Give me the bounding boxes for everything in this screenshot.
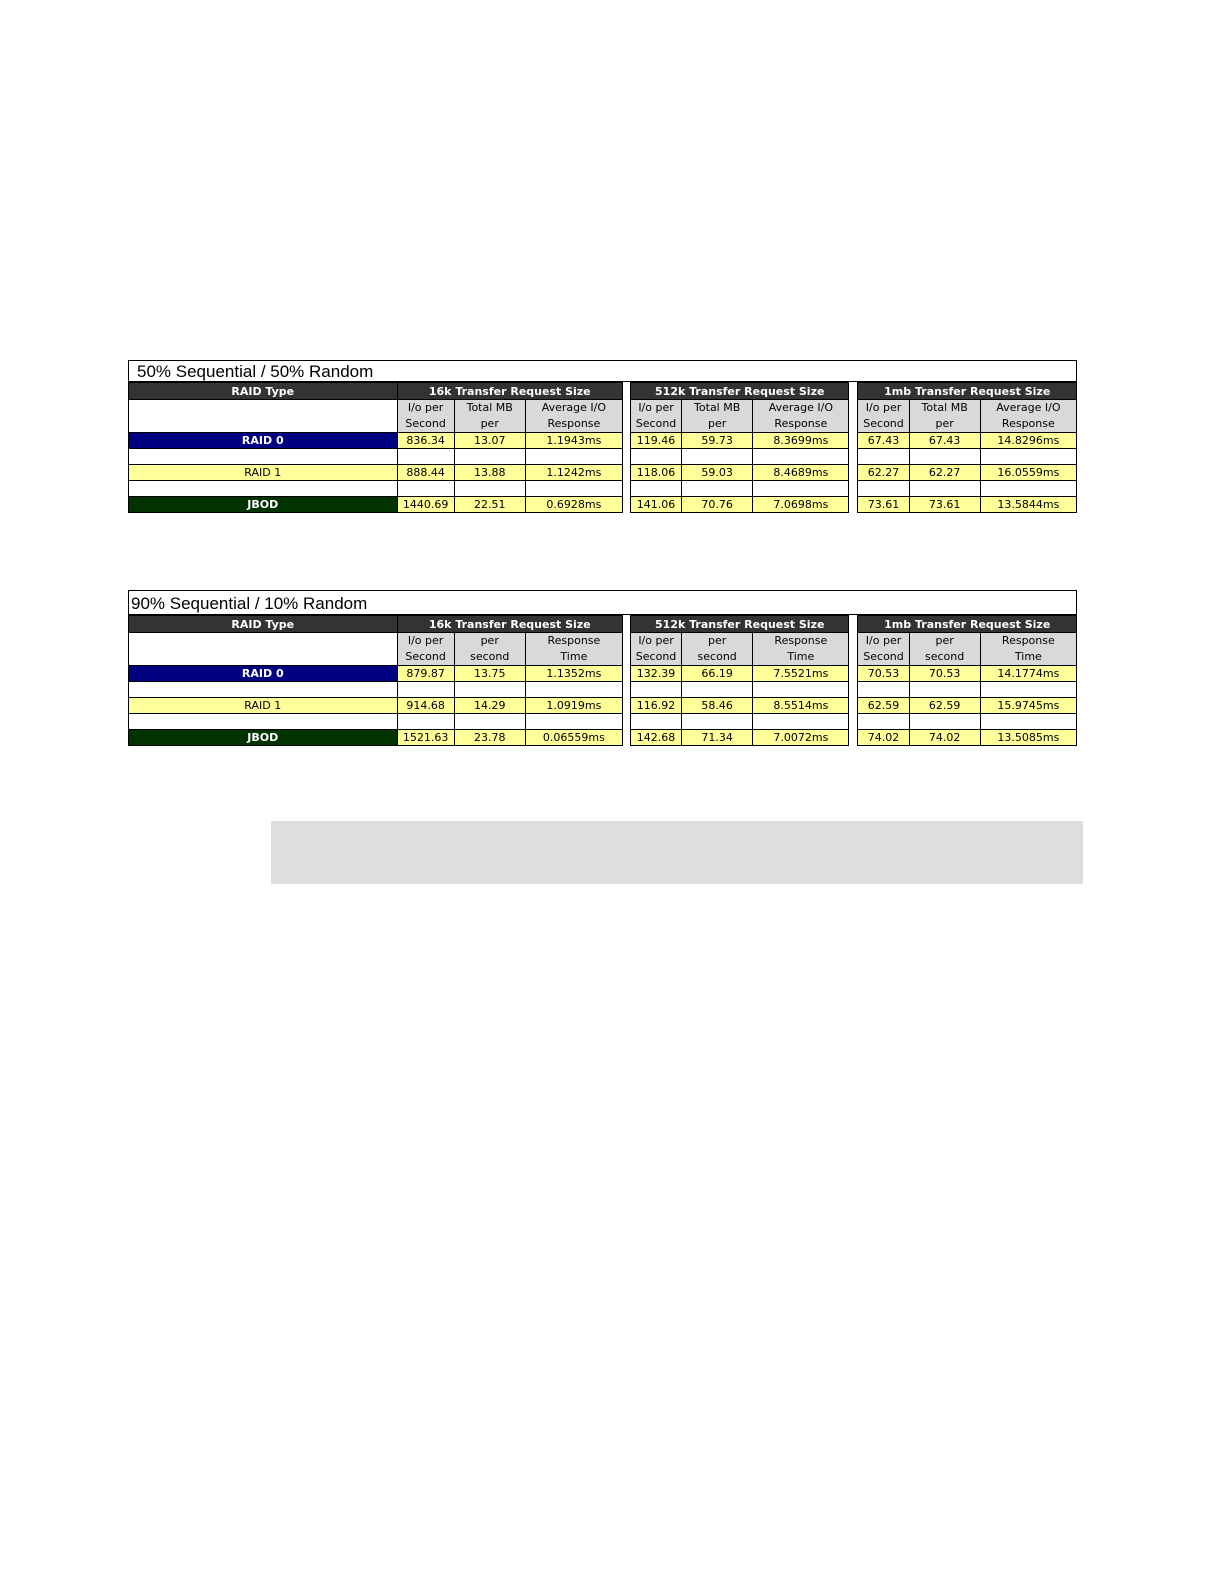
value-cell: 879.87 [397,666,454,682]
group-gap [622,633,630,666]
spacer-cell [753,682,849,698]
spacer-cell [129,449,398,465]
value-cell: 67.43 [909,433,980,449]
column-header-line: per [480,634,499,647]
value-cell: 8.3699ms [753,433,849,449]
column-header [980,400,1076,433]
column-header-line: Second [405,650,446,663]
column-header-line: per [480,417,499,430]
column-header [631,633,682,666]
transfer-size-group-header: 16k Transfer Request Size [397,383,622,400]
spacer-cell [525,682,622,698]
table-title: 90% Sequential / 10% Random [128,590,1077,615]
spacer-cell [682,714,753,730]
spacer-cell [397,449,454,465]
column-header [525,633,622,666]
group-gap [849,400,858,433]
spacer-cell [397,481,454,497]
value-cell: 58.46 [682,698,753,714]
group-gap [849,633,858,666]
value-cell: 13.5844ms [980,497,1076,513]
spacer-cell [909,714,980,730]
column-header [682,633,753,666]
group-gap [622,433,630,449]
transfer-size-group-header: 1mb Transfer Request Size [858,616,1077,633]
column-header [980,633,1076,666]
value-cell: 7.0072ms [753,730,849,746]
column-header-line: per [708,634,727,647]
table-title: 50% Sequential / 50% Random [128,360,1077,382]
spacer-cell [858,481,909,497]
spacer-cell [454,449,525,465]
table-row [129,666,1077,682]
column-header-line: per [935,417,954,430]
spacer-cell [129,682,398,698]
transfer-size-group-header: 512k Transfer Request Size [631,383,849,400]
table-row [129,730,1077,746]
column-header [909,400,980,433]
value-cell: 73.61 [909,497,980,513]
spacer-cell [397,682,454,698]
value-cell: 1.0919ms [525,698,622,714]
group-gap [622,682,630,698]
column-header-line: Total MB [694,401,741,414]
value-cell: 13.75 [454,666,525,682]
value-cell: 73.61 [858,497,909,513]
spacer-cell [631,481,682,497]
spacer-cell [753,481,849,497]
value-cell: 22.51 [454,497,525,513]
group-gap [849,698,858,714]
group-gap [849,481,858,497]
raid-type-header: RAID Type [129,383,398,400]
column-header-line: second [925,650,965,663]
value-cell: 66.19 [682,666,753,682]
performance-table [128,615,1077,746]
table-row [129,497,1077,513]
value-cell: 1521.63 [397,730,454,746]
column-header-line: second [697,650,737,663]
group-gap [849,616,858,633]
spacer-cell [909,449,980,465]
column-header-line: Response [547,417,601,430]
column-header-line: Average I/O [996,401,1061,414]
table-row [129,465,1077,481]
spacer-cell [980,481,1076,497]
value-cell: 116.92 [631,698,682,714]
group-gap [849,682,858,698]
group-gap [622,698,630,714]
value-cell: 74.02 [909,730,980,746]
raid-type-label: RAID 0 [129,666,398,682]
column-header-line: Average I/O [541,401,607,414]
group-gap [622,383,630,400]
value-cell: 59.03 [682,465,753,481]
value-cell: 13.88 [454,465,525,481]
column-header-line: Total MB [466,401,513,414]
spacer-cell [454,714,525,730]
raid-type-label: JBOD [129,730,398,746]
value-cell: 0.06559ms [525,730,622,746]
spacer-cell [397,714,454,730]
spacer-cell [682,449,753,465]
column-header [858,633,909,666]
value-cell: 62.59 [909,698,980,714]
value-cell: 132.39 [631,666,682,682]
column-header [753,633,849,666]
value-cell: 13.5085ms [980,730,1076,746]
spacer-cell [753,449,849,465]
spacer-cell [858,449,909,465]
column-header-line: I/o per [865,634,902,647]
value-cell: 74.02 [858,730,909,746]
spacer-cell [631,682,682,698]
column-header-line: Response [1001,417,1055,430]
group-gap [622,616,630,633]
column-header [525,400,622,433]
spacer-cell [525,481,622,497]
spacer-cell [980,714,1076,730]
group-gap [622,730,630,746]
group-gap [849,449,858,465]
column-header [858,400,909,433]
spacer-cell [682,481,753,497]
column-header-line: Average I/O [768,401,833,414]
value-cell: 70.53 [909,666,980,682]
column-header-line: I/o per [865,401,902,414]
value-cell: 1.1943ms [525,433,622,449]
value-cell: 23.78 [454,730,525,746]
column-header-line: Second [635,417,677,430]
value-cell: 8.5514ms [753,698,849,714]
group-gap [849,730,858,746]
spacer-cell [525,714,622,730]
column-header [454,633,525,666]
value-cell: 142.68 [631,730,682,746]
column-header-line: I/o per [407,634,444,647]
column-header-line: second [470,650,510,663]
value-cell: 914.68 [397,698,454,714]
spacer-cell [858,714,909,730]
column-header-line: Second [635,650,677,663]
column-header-line: per [935,634,954,647]
table-row [129,698,1077,714]
group-gap [622,400,630,433]
value-cell: 0.6928ms [525,497,622,513]
column-header-line: Response [1001,634,1055,647]
group-gap [849,433,858,449]
performance-table [128,382,1077,513]
raid-type-blank-cell [129,400,398,433]
column-header [397,633,454,666]
spacer-cell [980,682,1076,698]
raid-type-label: JBOD [129,497,398,513]
value-cell: 14.29 [454,698,525,714]
column-header-line: Time [1014,650,1042,663]
column-header [397,400,454,433]
spacer-cell [454,481,525,497]
spacer-cell [980,449,1076,465]
spacer-cell [858,682,909,698]
group-gap [849,383,858,400]
value-cell: 7.5521ms [753,666,849,682]
column-header-line: Response [774,417,828,430]
value-cell: 7.0698ms [753,497,849,513]
value-cell: 70.76 [682,497,753,513]
value-cell: 1440.69 [397,497,454,513]
raid-type-label: RAID 1 [129,465,398,481]
column-header [682,400,753,433]
group-gap [849,465,858,481]
column-header-line: Response [547,634,601,647]
group-gap [622,481,630,497]
group-gap [849,666,858,682]
spacer-cell [454,682,525,698]
transfer-size-group-header: 512k Transfer Request Size [631,616,849,633]
sequential-50-random-50-sheet [128,360,1077,518]
column-header-line: I/o per [638,634,674,647]
group-gap [622,449,630,465]
value-cell: 62.59 [858,698,909,714]
transfer-size-group-header: 1mb Transfer Request Size [858,383,1077,400]
column-header [753,400,849,433]
raid-type-header: RAID Type [129,616,398,633]
spacer-cell [909,481,980,497]
value-cell: 70.53 [858,666,909,682]
column-header-line: per [708,417,727,430]
column-header-line: Second [405,417,446,430]
group-gap [622,465,630,481]
group-gap [849,714,858,730]
value-cell: 141.06 [631,497,682,513]
value-cell: 71.34 [682,730,753,746]
spacer-cell [682,682,753,698]
value-cell: 1.1242ms [525,465,622,481]
column-header-line: I/o per [638,401,674,414]
sequential-90-random-10-sheet [128,590,1077,753]
value-cell: 62.27 [858,465,909,481]
value-cell: 8.4689ms [753,465,849,481]
spacer-cell [753,714,849,730]
spacer-cell [909,682,980,698]
transfer-size-group-header: 16k Transfer Request Size [397,616,622,633]
column-header-line: I/o per [407,401,444,414]
column-header [454,400,525,433]
value-cell: 67.43 [858,433,909,449]
value-cell: 836.34 [397,433,454,449]
raid-type-label: RAID 1 [129,698,398,714]
value-cell: 1.1352ms [525,666,622,682]
value-cell: 119.46 [631,433,682,449]
spacer-cell [631,449,682,465]
raid-type-blank-cell [129,633,398,666]
value-cell: 15.9745ms [980,698,1076,714]
spacer-cell [129,481,398,497]
group-gap [622,666,630,682]
value-cell: 16.0559ms [980,465,1076,481]
value-cell: 888.44 [397,465,454,481]
column-header-line: Time [560,650,588,663]
shaded-note-box [271,821,1083,884]
group-gap [849,497,858,513]
table-row [129,433,1077,449]
value-cell: 118.06 [631,465,682,481]
value-cell: 14.1774ms [980,666,1076,682]
value-cell: 13.07 [454,433,525,449]
group-gap [622,714,630,730]
spacer-cell [129,714,398,730]
column-header [909,633,980,666]
value-cell: 14.8296ms [980,433,1076,449]
spacer-cell [525,449,622,465]
column-header-line: Total MB [921,401,968,414]
raid-type-label: RAID 0 [129,433,398,449]
spacer-cell [631,714,682,730]
column-header-line: Time [787,650,815,663]
column-header-line: Second [863,650,904,663]
column-header-line: Response [774,634,828,647]
value-cell: 62.27 [909,465,980,481]
column-header-line: Second [863,417,904,430]
group-gap [622,497,630,513]
value-cell: 59.73 [682,433,753,449]
column-header [631,400,682,433]
